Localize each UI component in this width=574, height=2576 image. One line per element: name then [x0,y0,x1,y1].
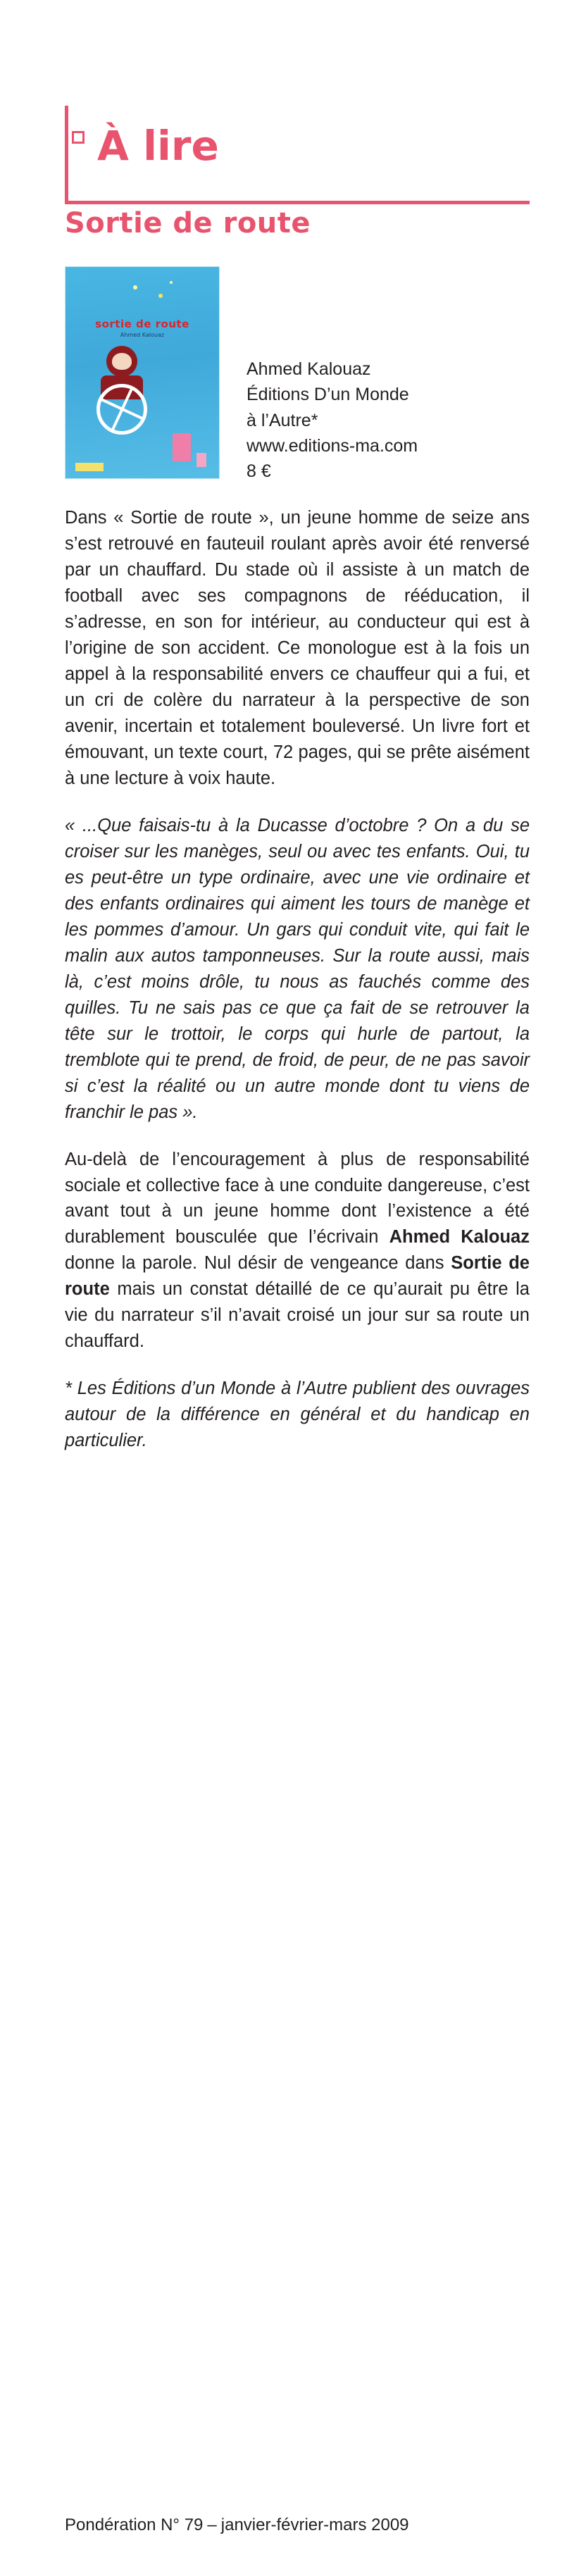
book-author: Ahmed Kalouaz [247,359,371,379]
header-rule-left [65,106,68,204]
book-cover-illustration [65,266,220,479]
paragraph-quote: « ...Que faisais-tu à la Ducasse d’octobre ? On a du se croiser sur les manèges, seul ou avec tes enfants. Oui, tu es peut-être un type ordinaire, avec une vie ordinaire et des enfants ordinaires qui aiment les tours de manège et les pommes d’amour. Un gars qui conduit vite, qui fait le malin aux autos tamponneuses. Sur la route aussi, mais là, c’est moins drôle, tu nous as fauchés comme des quilles. Tu ne sais pas ce que ça fait de se retrouver la tête sur le trottoir, le corps qui hurle de partout, la tremblote qui te prend, de froid, de peur, de ne pas savoir si c’est la réalité ou un autre monde dont tu viens de franchir le pas ». [65,815,530,1122]
book-row [65,266,530,484]
cover-shape-pink-small [196,453,206,467]
book-publisher-line2: à l’Autre* [247,410,318,430]
section-header [0,106,574,170]
footer-publication: Pondération N° 79 [65,2515,204,2534]
figure-face [112,353,132,370]
closing-part2: donne la parole. Nul désir de vengeance dans [65,1253,451,1274]
section-title: À lire [97,122,219,170]
closing-title-bold: Sortie de route [65,1253,530,1300]
paragraph-footnote: * Les Éditions d’un Monde à l’Autre publient des ouvrages autour de la différence en général et du handicap en particulier. [65,1379,530,1451]
page-footer [65,2515,530,2535]
header-rule-bottom [65,201,530,204]
closing-part1: Au-delà de l’encouragement à plus de responsabilité sociale et collective face à une conduite dangereuse, c’est avant tout à un jeune homme dont l’existence a été durablement bousculée que l’écrivain [65,1149,530,1247]
cover-shape-pink [173,433,191,461]
cover-dot [170,281,173,284]
page [0,106,574,2576]
paragraph-closing [65,1147,530,1355]
book-website[interactable]: www.editions-ma.com [247,435,418,456]
footer-issue-date: janvier-février-mars 2009 [220,2515,409,2534]
book-price: 8 € [247,461,271,481]
cover-author: Ahmed Kalouaz [120,332,165,338]
cover-dot [158,294,163,298]
article-body [65,505,530,1454]
book-publisher: Éditions D’un Monde [247,385,409,405]
cover-dot [133,285,137,290]
cover-title: sortie de route [95,318,189,330]
closing-part3: mais un constat détaillé de ce qu’aurait pu être la vie du narrateur s’il n’avait croisé un jour sur sa route un chauffard. [65,1279,530,1352]
footer-separator: – [207,2515,217,2534]
wheel-icon [96,384,147,435]
article-title: Sortie de route [65,207,311,239]
wheelchair-figure-icon [91,346,153,430]
cover-shape-yellow [75,463,104,471]
square-outline-icon [72,131,85,144]
book-metadata [247,266,418,484]
paragraph-intro: Dans « Sortie de route », un jeune homme de seize ans s’est retrouvé en fauteuil roulant après avoir été renversé par un chauffard. Du stade où il assiste à un match de football avec ses compagnons de rééducation, il s’adresse, en son for intérieur, au conducteur qui est à l’origine de son accident. Ce monologue est à la fois un appel à la responsabilité envers ce chauffeur qui a fui, et un cri de colère du narrateur à la perspective de son avenir, incertain et totalement bouleversé. Un livre fort et émouvant, un texte court, 72 pages, qui se prête aisément à une lecture à voix haute. [65,508,530,788]
closing-author-bold: Ahmed Kalouaz [389,1227,530,1247]
